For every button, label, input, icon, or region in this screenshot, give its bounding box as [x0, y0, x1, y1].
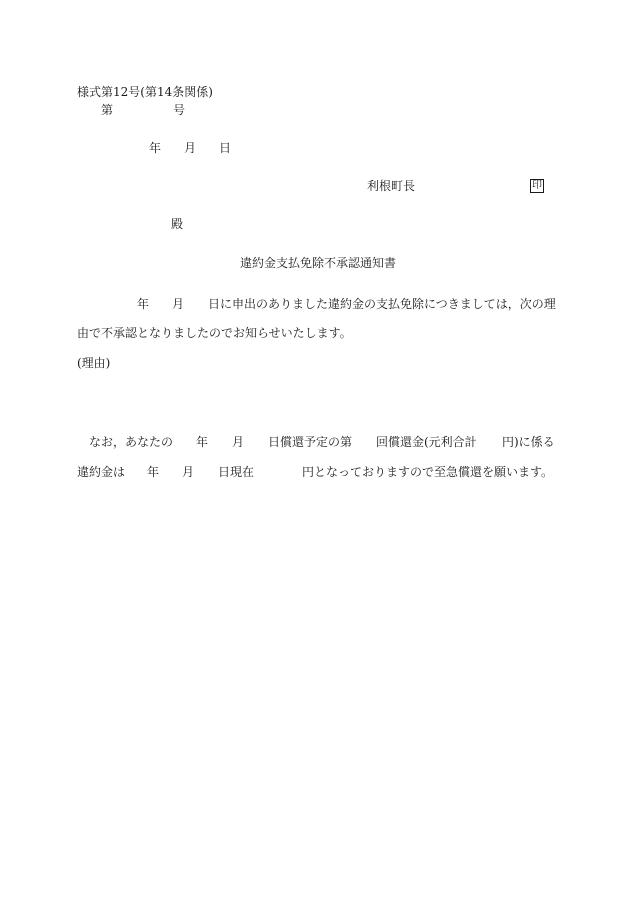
date-day-label: 日 — [219, 141, 232, 155]
body1-line2: 由で不承認となりましたのでお知らせいたします。 — [77, 326, 352, 340]
body2-line2-rest: 円となっておりますので至急償還を願います。 — [302, 465, 554, 479]
date-month-label: 月 — [184, 141, 197, 155]
body2-line2-year: 年 — [147, 465, 160, 479]
dai-label: 第 — [101, 103, 114, 117]
body2-line2-month: 月 — [182, 465, 195, 479]
reason-label: (理由) — [77, 356, 111, 370]
body2-seg2: 回償還金(元利合計 — [376, 435, 477, 449]
body2-seg3: 円)に係る — [502, 435, 555, 449]
body2-line2-a: 違約金は — [77, 465, 126, 479]
body2-lead: なお，あなたの — [89, 435, 174, 449]
body1-year: 年 — [137, 297, 150, 311]
sender-title: 利根町長 — [367, 179, 416, 193]
date-year-label: 年 — [149, 141, 162, 155]
form-number: 様式第12号(第14条関係) — [77, 85, 213, 99]
body2-seg1: 日償還予定の第 — [268, 435, 353, 449]
go-label: 号 — [173, 103, 186, 117]
recipient-dono: 殿 — [171, 217, 184, 231]
body2-month: 月 — [232, 435, 245, 449]
document-title: 違約金支払免除不承認通知書 — [240, 256, 397, 270]
body2-line2-day: 日現在 — [218, 465, 255, 479]
body1-month: 月 — [172, 297, 185, 311]
seal-icon: 印 — [532, 180, 542, 191]
body2-year: 年 — [196, 435, 209, 449]
body1-rest: 日に申出のありました違約金の支払免除につきましては，次の理 — [208, 297, 556, 311]
